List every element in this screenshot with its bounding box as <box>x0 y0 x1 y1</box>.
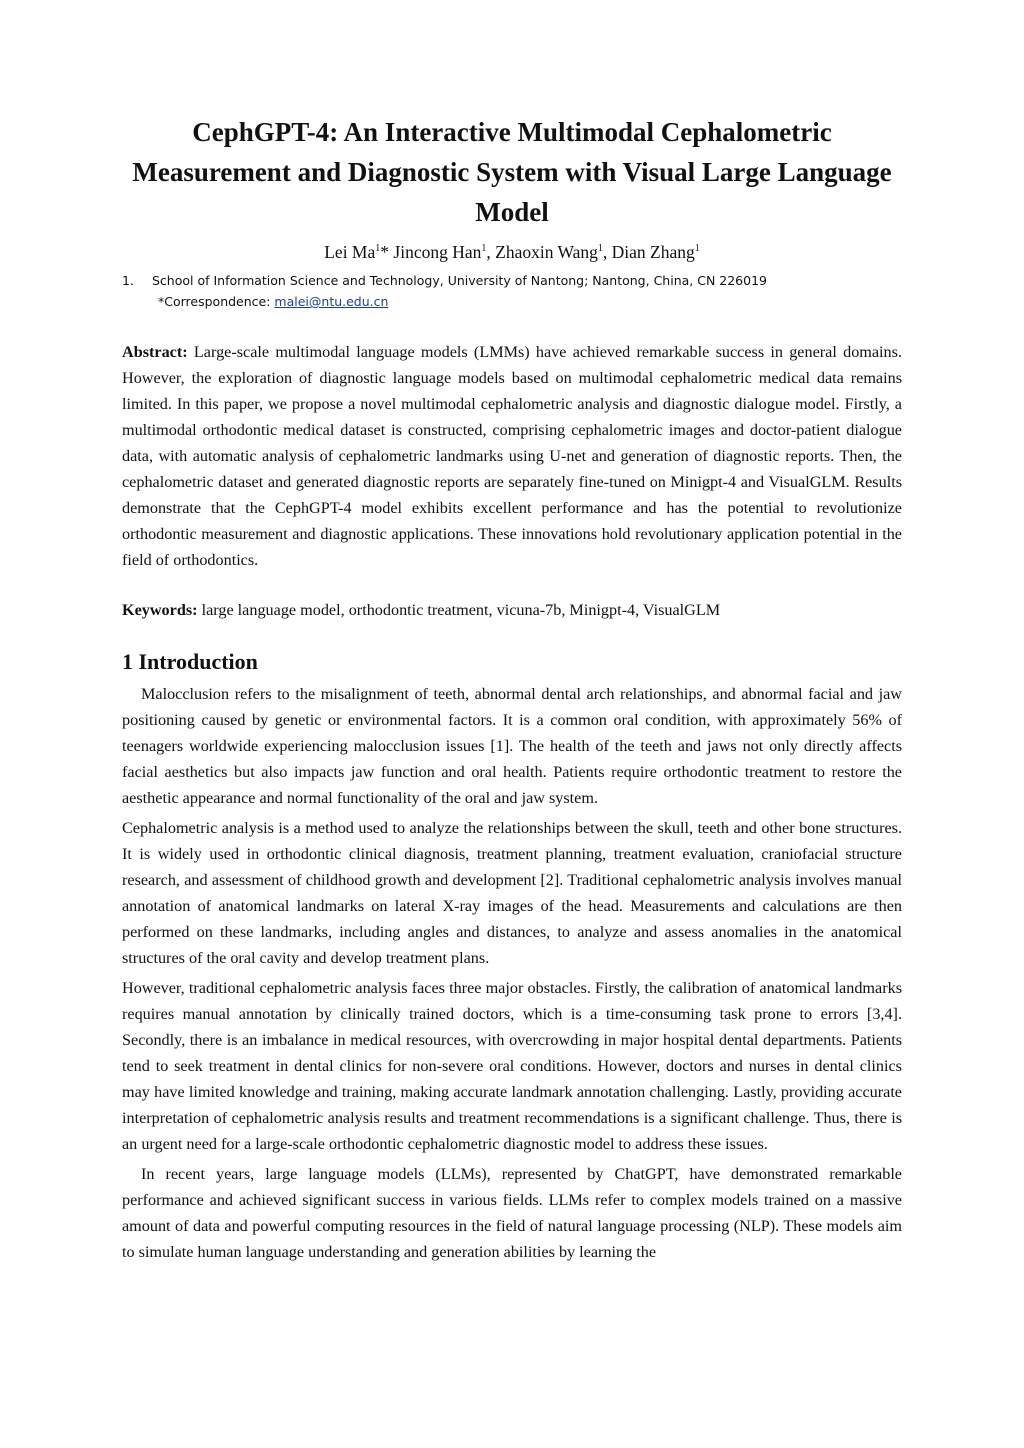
intro-paragraph-2: Cephalometric analysis is a method used to analyze the relationships between the skull, teeth and other bone structures. It is widely used in orthodontic clinical diagnosis, treatment planning, treatment evaluation, craniofacial structure research, and assessment of childhood growth and development [2]. Traditional cephalometric analysis involves manual annotation of anatomical landmarks on lateral X-ray images of the head. Measurements and calculations are then performed on these landmarks, including angles and distances, to analyze and assess anomalies in the anatomical structures of the oral cavity and develop treatment plans. <box>122 819 902 967</box>
intro-paragraph-4: In recent years, large language models (LLMs), represented by ChatGPT, have demonstrated remarkable performance and achieved significant success in various fields. LLMs refer to complex models trained on a massive amount of data and powerful computing resources in the field of natural language processing (NLP). These models aim to simulate human language understanding and generation abilities by learning the <box>122 1165 902 1261</box>
author-separator: * <box>380 242 394 262</box>
title-line-3: Model <box>475 197 549 227</box>
paper-title <box>102 112 922 232</box>
author-separator: , <box>486 242 496 262</box>
author-list <box>122 238 902 263</box>
title-line-1: CephGPT-4: An Interactive Multimodal Cephalometric <box>192 117 832 147</box>
author-affil-mark: 1 <box>375 243 381 254</box>
author-name: Dian Zhang <box>611 242 695 262</box>
correspondence-email-link[interactable]: malei@ntu.edu.cn <box>274 294 389 309</box>
title-line-2: Measurement and Diagnostic System with Visual Large Language <box>132 157 892 187</box>
intro-paragraph-1: Malocclusion refers to the misalignment of teeth, abnormal dental arch relationships, and abnormal facial and jaw positioning caused by genetic or environmental factors. It is a common oral condition, with approximately 56% of teenagers worldwide experiencing malocclusion issues [1]. The health of the teeth and jaws not only directly affects facial aesthetics but also impacts jaw function and oral health. Patients require orthodontic treatment to restore the aesthetic appearance and normal functionality of the oral and jaw system. <box>122 685 902 807</box>
section-heading-introduction: 1 Introduction <box>122 649 258 674</box>
abstract-text: Large-scale multimodal language models (LMMs) have achieved remarkable success in general domains. However, the exploration of diagnostic language models based on multimodal cephalometric medical data remains limited. In this paper, we propose a novel multimodal cephalometric analysis and diagnostic dialogue model. Firstly, a multimodal orthodontic medical dataset is constructed, comprising cephalometric images and doctor-patient dialogue data, with automatic analysis of cephalometric landmarks using U-net and generation of diagnostic reports. Then, the cephalometric dataset and generated diagnostic reports are separately fine-tuned on Minigpt-4 and VisualGLM. Results demonstrate that the CephGPT-4 model exhibits excellent performance and has the potential to revolutionize orthodontic measurement and diagnostic applications. These innovations hold revolutionary application potential in the field of orthodontics. <box>122 343 902 569</box>
correspondence-label: *Correspondence: <box>158 294 275 309</box>
affiliation-text: School of Information Science and Technology, University of Nantong; Nantong, China, CN 226019 <box>152 273 767 288</box>
author-affil-mark: 1 <box>597 243 603 254</box>
abstract <box>122 339 902 573</box>
affiliation <box>122 271 902 291</box>
author-separator: , <box>602 242 612 262</box>
keywords-text: large language model, orthodontic treatment, vicuna-7b, Minigpt-4, VisualGLM <box>197 601 721 619</box>
author-affil-mark: 1 <box>694 243 700 254</box>
author-name: Jincong Han <box>393 242 482 262</box>
affiliation-number: 1. <box>122 273 134 288</box>
author-name: Lei Ma <box>324 242 376 262</box>
keywords-label: Keywords: <box>122 601 198 619</box>
intro-paragraph-3: However, traditional cephalometric analysis faces three major obstacles. Firstly, the calibration of anatomical landmarks requires manual annotation by clinically trained doctors, which is a time-consuming task prone to errors [3,4]. Secondly, there is an imbalance in medical resources, with overcrowding in major hospital dental departments. Patients tend to seek treatment in dental clinics for non-severe oral conditions. However, doctors and nurses in dental clinics may have limited knowledge and training, making accurate landmark annotation challenging. Lastly, providing accurate interpretation of cephalometric analysis results and treatment recommendations is a significant challenge. Thus, there is an urgent need for a large-scale orthodontic cephalometric diagnostic model to address these issues. <box>122 979 902 1153</box>
abstract-label: Abstract: <box>122 343 188 361</box>
author-name: Zhaoxin Wang <box>495 242 598 262</box>
correspondence <box>122 291 902 313</box>
paper-page <box>122 112 902 1265</box>
keywords <box>122 597 902 623</box>
author-affil-mark: 1 <box>481 243 487 254</box>
